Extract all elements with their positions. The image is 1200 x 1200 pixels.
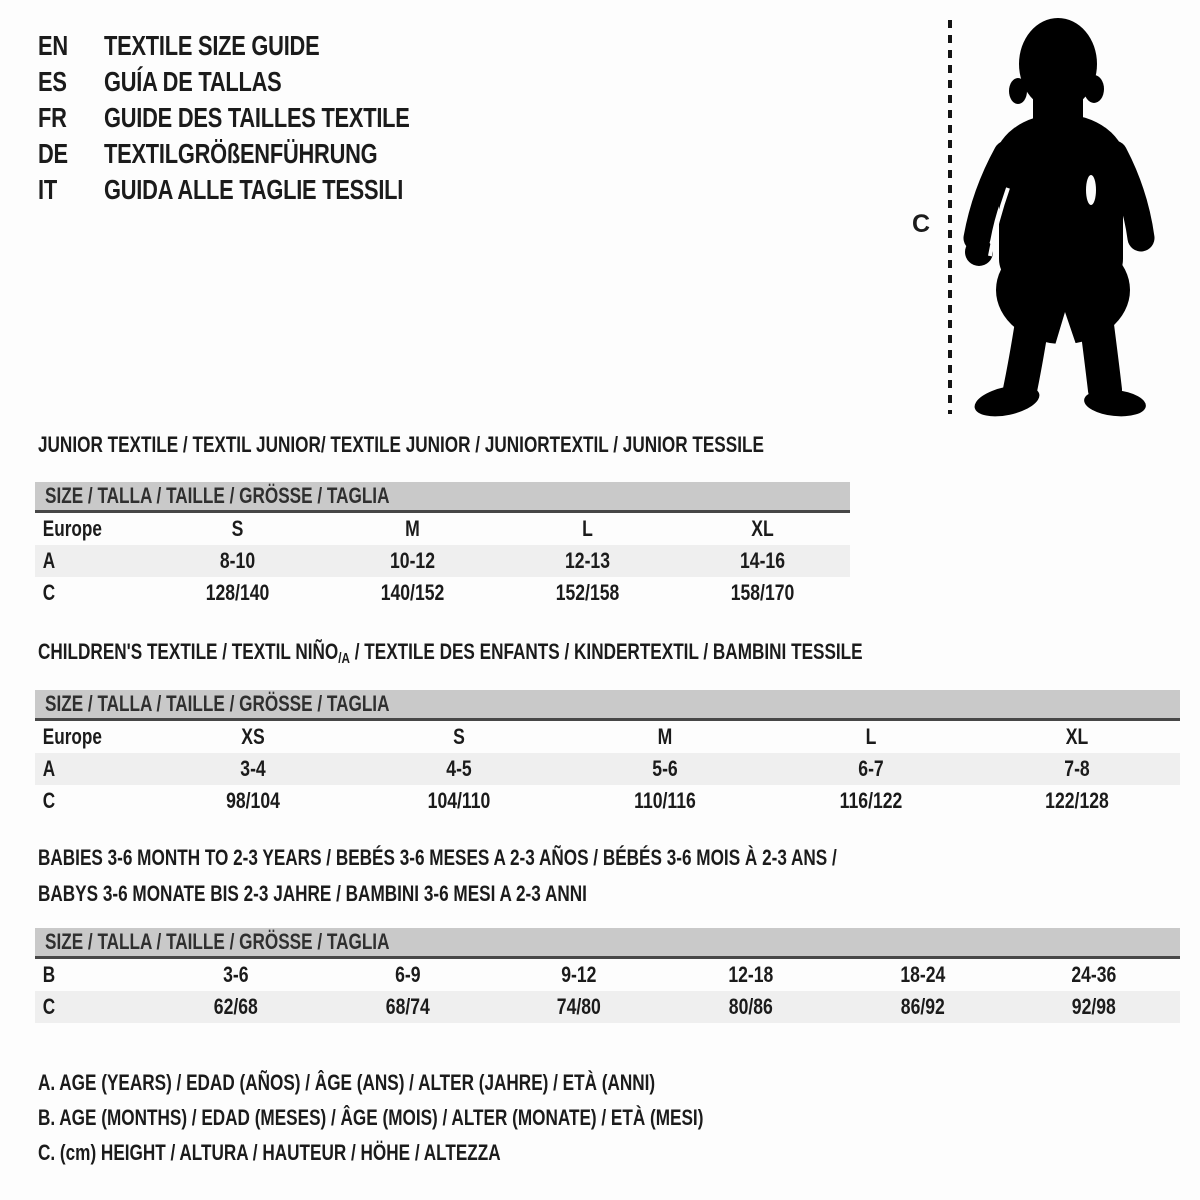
table-row: A 8-10 10-12 12-13 14-16 [35,545,850,577]
table-row: Europe XS S M L XL [42,724,1089,749]
size-header-bar: SIZE / TALLA / TAILLE / GRÖSSE / TAGLIA [35,928,1180,959]
language-label: GUÍA DE TALLAS [104,66,282,97]
legend-line-c: C. (cm) HEIGHT / ALTURA / HAUTEUR / HÖHE / ALTEZZA [38,1140,501,1165]
language-code: IT [38,174,57,205]
language-label: GUIDA ALLE TAGLIE TESSILI [104,174,404,205]
language-label: GUIDE DES TAILLES TEXTILE [104,102,410,133]
babies-size-table [35,928,1180,1023]
language-row-de [38,136,496,172]
toddler-silhouette-icon [955,12,1155,422]
junior-size-table [35,482,850,609]
language-code: DE [38,138,68,169]
language-list [38,28,496,208]
measurement-legend [38,1070,891,1175]
language-row-fr [38,100,496,136]
height-measure-label: C [912,210,931,238]
language-code: FR [38,102,67,133]
height-measure-dashed-line [948,20,952,414]
language-code: ES [38,66,67,97]
babies-section-title-line1: BABIES 3-6 MONTH TO 2-3 YEARS / BEBÉS 3-6 MESES A 2-3 AÑOS / BÉBÉS 3-6 MOIS À 2-3 ANS / [38,845,837,870]
table-row: A 3-4 4-5 5-6 6-7 7-8 [35,753,1180,785]
size-header-bar: SIZE / TALLA / TAILLE / GRÖSSE / TAGLIA [35,690,1180,721]
language-row-it [38,172,496,208]
nino-a-subscript: /A [338,650,350,667]
legend-line-b: B. AGE (MONTHS) / EDAD (MESES) / ÂGE (MOIS) / ALTER (MONATE) / ETÀ (MESI) [38,1105,704,1130]
table-row: C 98/104 104/110 110/116 116/122 122/128 [42,788,1109,813]
table-row: C 62/68 68/74 74/80 80/86 86/92 92/98 [35,991,1180,1023]
language-row-es [38,64,496,100]
language-row-en [38,28,496,64]
legend-line-a: A. AGE (YEARS) / EDAD (AÑOS) / ÂGE (ANS) / ALTER (JAHRE) / ETÀ (ANNI) [38,1070,656,1095]
junior-section-title: JUNIOR TEXTILE / TEXTIL JUNIOR/ TEXTILE JUNIOR / JUNIORTEXTIL / JUNIOR TESSILE [38,432,764,457]
size-header-bar: SIZE / TALLA / TAILLE / GRÖSSE / TAGLIA [35,482,850,513]
language-code: EN [38,30,68,61]
babies-section-title-line2: BABYS 3-6 MONATE BIS 2-3 JAHRE / BAMBINI 3-6 MESI A 2-3 ANNI [38,881,587,906]
language-label: TEXTILE SIZE GUIDE [104,30,320,61]
table-row: B 3-6 6-9 9-12 12-18 18-24 24-36 [42,962,1117,987]
table-row: C 128/140 140/152 152/158 158/170 [42,580,795,605]
children-section-title: CHILDREN'S TEXTILE / TEXTIL NIÑO/A / TEXTILE DES ENFANTS / KINDERTEXTIL / BAMBINI TESSILE [38,639,863,667]
children-size-table [35,690,1180,817]
language-label: TEXTILGRÖßENFÜHRUNG [104,138,378,169]
table-row: Europe S M L XL [42,516,774,541]
